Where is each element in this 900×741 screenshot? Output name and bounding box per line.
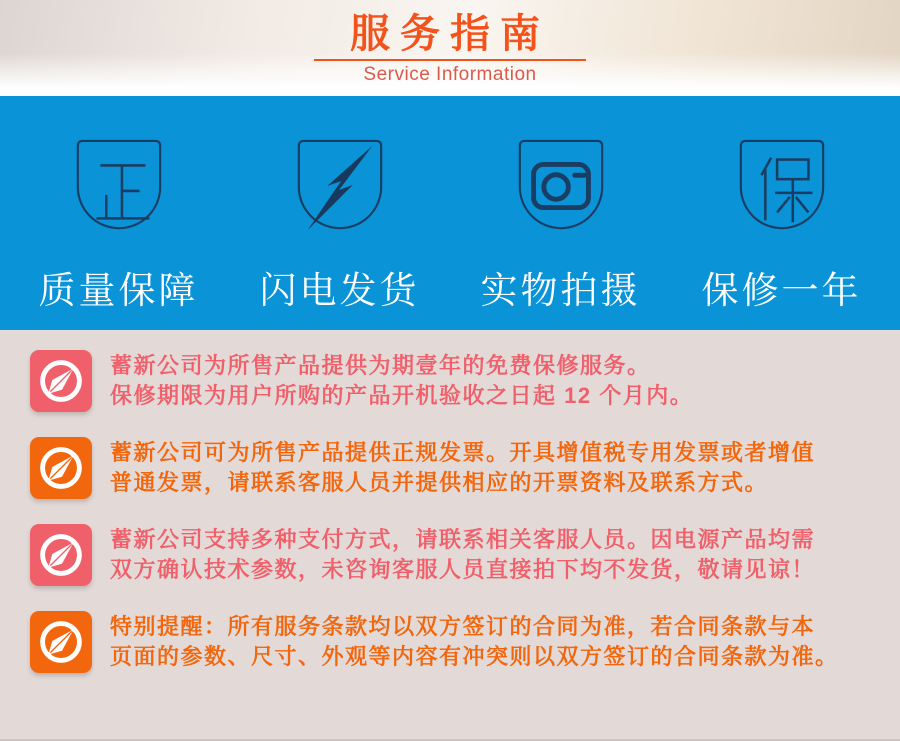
camera-shield-icon xyxy=(516,138,606,236)
feature-banner xyxy=(0,96,900,330)
note-text xyxy=(110,524,815,585)
note-line: 蓄新公司支持多种支付方式，请联系相关客服人员。因电源产品均需 xyxy=(110,527,816,552)
compass-icon xyxy=(30,611,92,673)
note-special-reminder xyxy=(30,611,900,673)
feature-label-warranty: 保修一年 xyxy=(701,270,862,311)
page-subtitle: Service Information xyxy=(363,64,537,85)
feature-real-photos xyxy=(450,96,671,330)
note-text xyxy=(110,437,815,498)
title-underline xyxy=(314,59,586,61)
section-header xyxy=(0,0,900,96)
compass-icon xyxy=(30,350,92,412)
feature-quality xyxy=(8,96,229,330)
warranty-shield-icon xyxy=(737,138,827,236)
page-title: 服务指南 xyxy=(350,12,550,56)
service-notes xyxy=(0,330,900,741)
note-line: 蓄新公司为所售产品提供为期壹年的免费保修服务。 xyxy=(110,353,651,378)
compass-icon xyxy=(30,524,92,586)
note-line: 蓄新公司可为所售产品提供正规发票。开具增值税专用发票或者增值 xyxy=(110,440,816,465)
feature-warranty xyxy=(671,96,892,330)
note-text xyxy=(110,350,693,411)
note-payment xyxy=(30,524,900,586)
feature-label-quality: 质量保障 xyxy=(38,270,199,311)
note-line: 页面的参数、尺寸、外观等内容有冲突则以双方签订的合同条款为准。 xyxy=(110,644,839,669)
note-line: 双方确认技术参数，未咨询客服人员直接拍下均不发货，敬请见谅！ xyxy=(110,557,816,582)
note-text xyxy=(110,611,839,672)
note-line: 保修期限为用户所购的产品开机验收之日起 12 个月内。 xyxy=(110,383,694,408)
note-warranty-period xyxy=(30,350,900,412)
note-invoice xyxy=(30,437,900,499)
note-line: 普通发票，请联系客服人员并提供相应的开票资料及联系方式。 xyxy=(110,470,769,495)
lightning-shield-icon xyxy=(295,138,385,236)
feature-label-fast-shipping: 闪电发货 xyxy=(259,270,420,311)
certificate-shield-icon xyxy=(74,138,164,236)
feature-label-real-photos: 实物拍摄 xyxy=(480,270,641,311)
note-line: 特别提醒：所有服务条款均以双方签订的合同为准，若合同条款与本 xyxy=(110,614,816,639)
feature-fast-shipping xyxy=(229,96,450,330)
compass-icon xyxy=(30,437,92,499)
